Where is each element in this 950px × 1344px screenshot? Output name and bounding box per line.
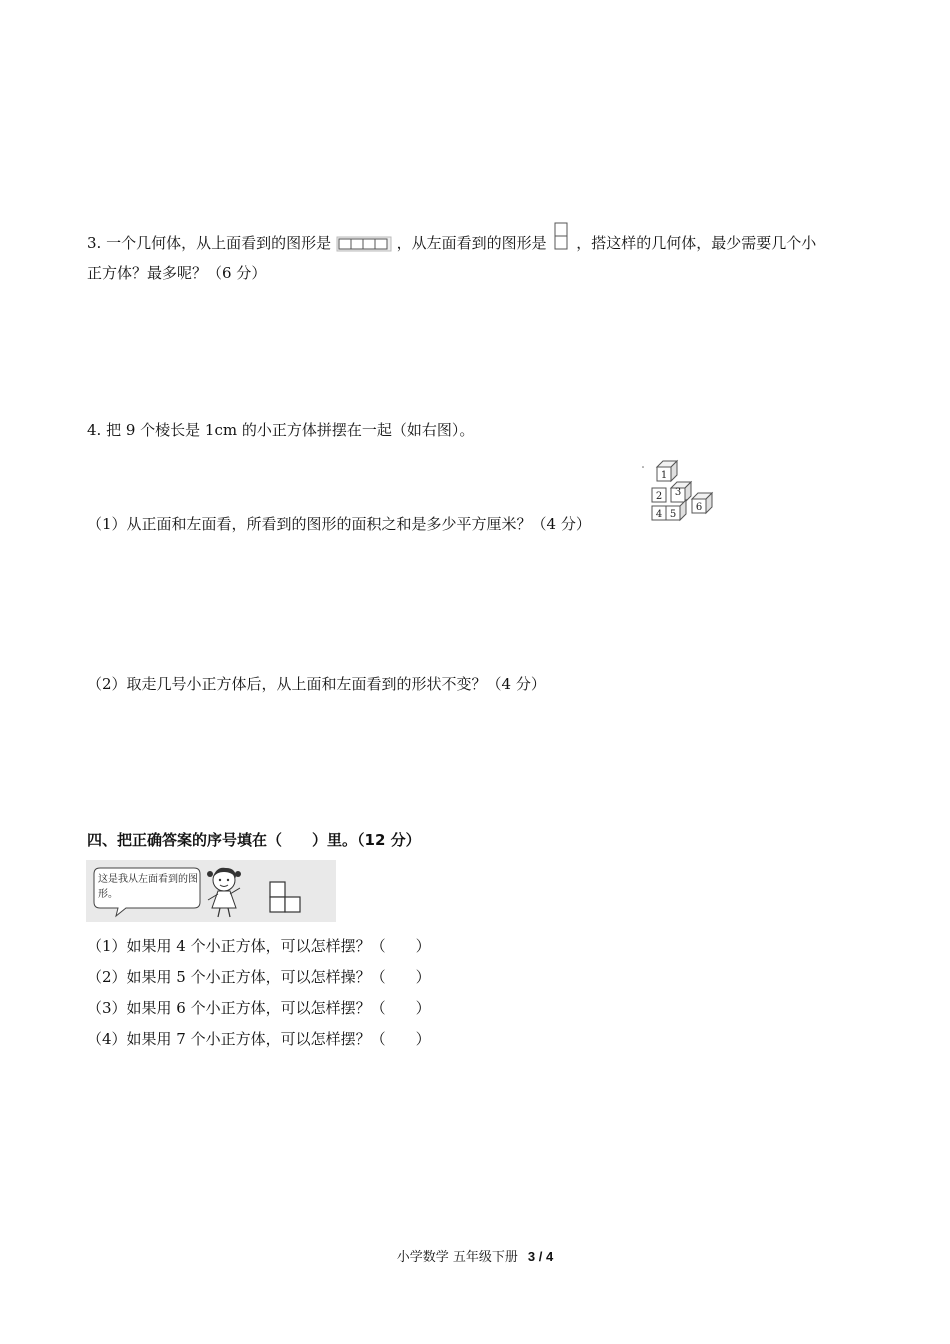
section4-item-3: （3）如果用 6 个小正方体，可以怎样摆？（ ）: [87, 999, 431, 1017]
section4-item-4: （4）如果用 7 个小正方体，可以怎样摆？（ ）: [87, 1030, 431, 1048]
section4-item-2: （2）如果用 5 个小正方体，可以怎样操？（ ）: [87, 968, 431, 986]
q3-line1: [87, 233, 816, 253]
section4-title: 四、把正确答案的序号填在（ ）里。（12 分）: [87, 831, 421, 849]
q4-sub1: （1）从正面和左面看，所看到的图形的面积之和是多少平方厘米？（4 分）: [87, 515, 591, 533]
top-view-figure: [336, 235, 392, 253]
page-number: 3 / 4: [527, 1249, 554, 1264]
left-view-figure: [551, 221, 571, 253]
cube-label-5: 5: [669, 509, 677, 520]
cube-label-6: 6: [695, 502, 703, 513]
cube-label-4: 4: [655, 509, 663, 520]
q4-intro: 4. 把 9 个棱长是 1cm 的小正方体拼摆在一起（如右图）。: [87, 421, 475, 439]
footer-subject: 小学数学 五年级下册: [396, 1250, 518, 1265]
cube-label-1: 1: [660, 470, 668, 481]
cube-label-2: 2: [655, 491, 663, 502]
q3-line2: 正方体？最多呢？（6 分）: [87, 264, 267, 282]
girl-speech-figure: [86, 860, 336, 922]
speech-text: 这是我从左面看到的图形。: [98, 874, 198, 900]
cube-label-3: 3: [674, 487, 682, 498]
page-footer: [0, 1246, 950, 1265]
q3-text-a: 3. 一个几何体，从上面看到的图形是: [87, 234, 332, 252]
q3-text-c: ，搭这样的几何体，最少需要几个小: [576, 234, 817, 252]
q4-sub2: （2）取走几号小正方体后，从上面和左面看到的形状不变？（4 分）: [87, 675, 546, 693]
q3-text-b: ，从左面看到的图形是: [396, 234, 547, 252]
section4-item-1: （1）如果用 4 个小正方体，可以怎样摆？（ ）: [87, 937, 431, 955]
cube-stack-figure: [640, 458, 716, 524]
